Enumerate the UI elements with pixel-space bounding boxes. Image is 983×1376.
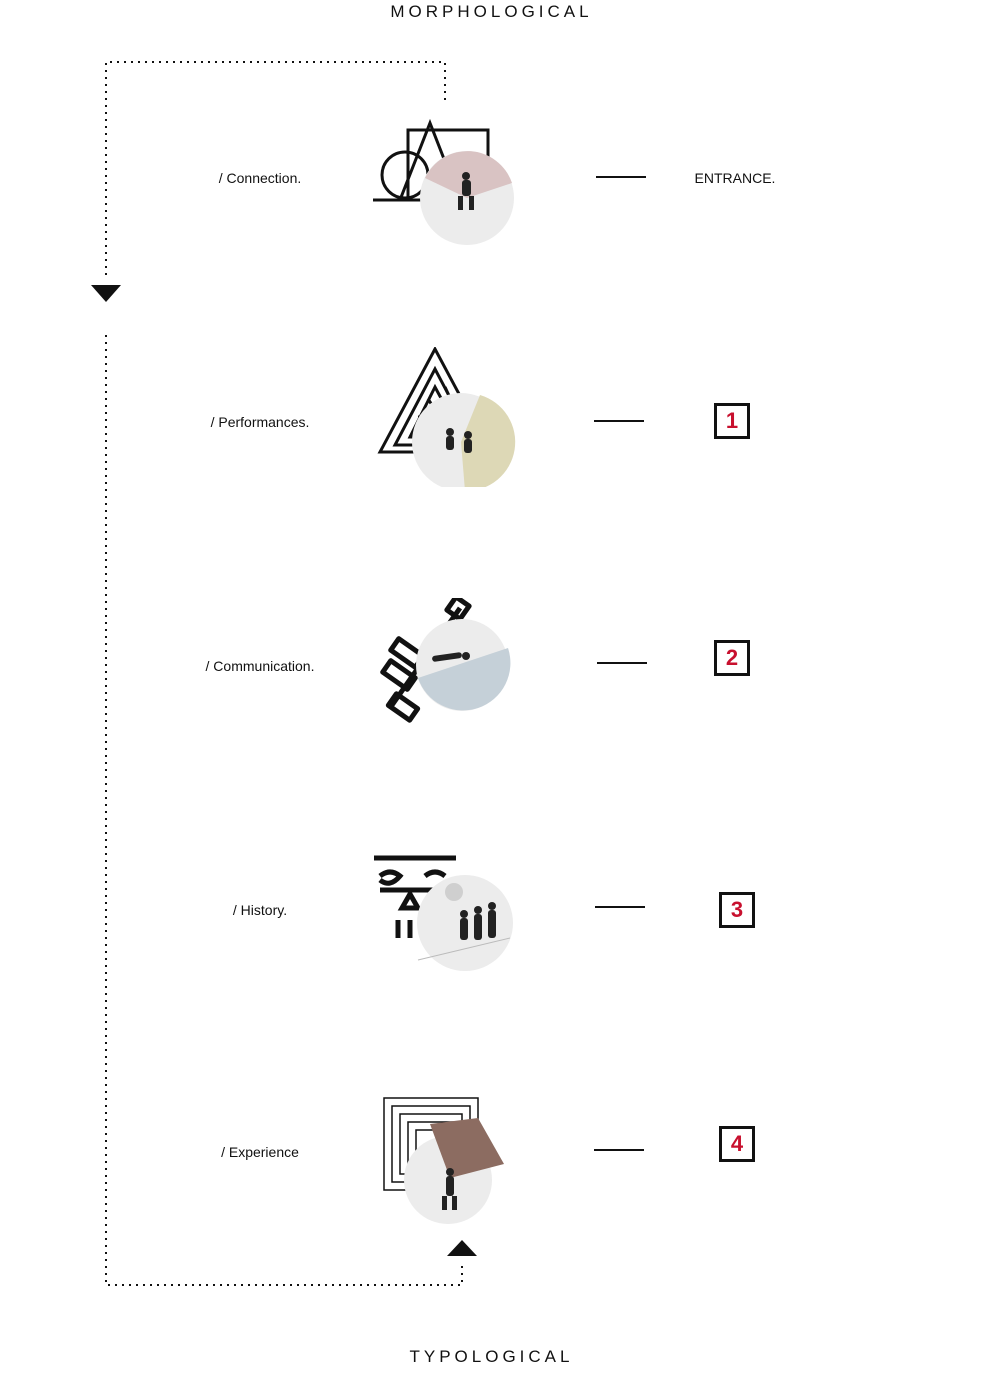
row-label: / Communication.: [205, 658, 315, 674]
row-label: / Performances.: [210, 414, 310, 430]
concentric-squares-icon: [370, 1092, 520, 1232]
destination-number-box: 4: [719, 1126, 755, 1162]
row-label: / History.: [232, 902, 288, 918]
connector-line: [595, 906, 645, 908]
typological-heading: TYPOLOGICAL: [409, 1347, 574, 1366]
destination-number-box: 1: [714, 403, 750, 439]
column-capital-icon: [370, 850, 520, 990]
row-history: [0, 840, 983, 980]
row-label: / Experience: [221, 1144, 299, 1160]
row-communication: [0, 596, 983, 736]
destination-entrance: ENTRANCE.: [694, 170, 776, 186]
destination-number-box: 2: [714, 640, 750, 676]
up-arrow-icon: [447, 1240, 477, 1256]
row-performances: [0, 352, 983, 492]
connector-line: [594, 1149, 644, 1151]
row-label: / Connection.: [218, 170, 302, 186]
connector-line: [597, 662, 647, 664]
connector-line: [596, 176, 646, 178]
hatched-triangle-icon: [370, 347, 520, 487]
down-arrow-icon: [91, 285, 121, 302]
row-experience: [0, 1082, 983, 1222]
geometric-shapes-icon: [370, 118, 520, 248]
row-connection: [0, 108, 983, 248]
destination-number-box: 3: [719, 892, 755, 928]
connector-line: [594, 420, 644, 422]
link-chain-icon: [370, 598, 520, 738]
morphological-heading: MORPHOLOGICAL: [390, 2, 593, 21]
